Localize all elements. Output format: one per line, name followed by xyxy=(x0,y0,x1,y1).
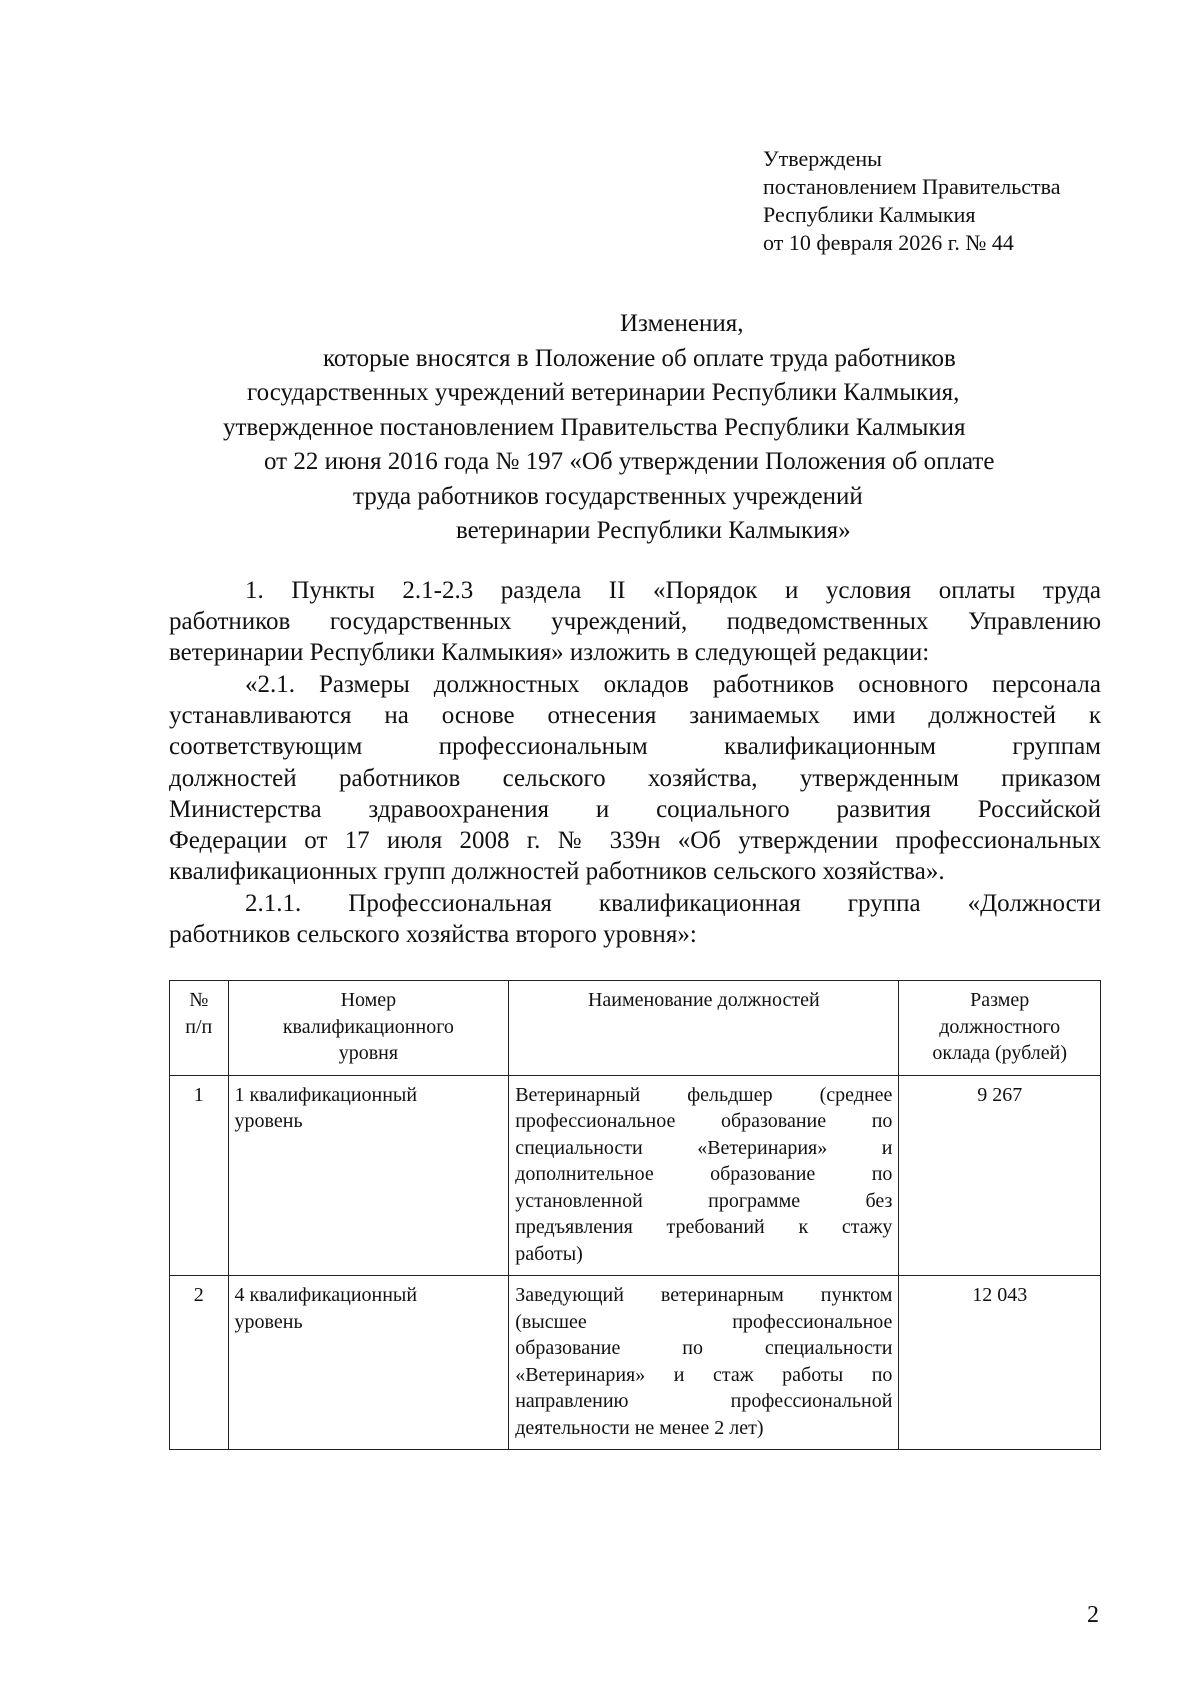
text-line: 2.1.1. Профессиональная квалификационная группа «Должности xyxy=(245,890,1101,917)
title-line: ветеринарии Республики Калмыкия» xyxy=(456,517,851,544)
paragraph-2 xyxy=(169,669,1101,887)
cell-salary: 9 267 xyxy=(899,1075,1101,1276)
header-position: Наименование должностей xyxy=(509,981,899,1076)
salary-table xyxy=(169,980,1101,1450)
table-row xyxy=(170,1276,1101,1450)
approval-line: постановлением Правительства xyxy=(763,174,1061,199)
cell-position: Ветеринарный фельдшер (среднее профессиональное образование по специальности «Ветеринария» и дополнительное образование по установленной программе без предъявления требований к стажу работы) xyxy=(509,1075,899,1276)
text-line: должностей работников сельского хозяйства, утвержденным приказом xyxy=(169,764,1101,792)
cell-salary: 12 043 xyxy=(899,1276,1101,1450)
text-line: ветеринарии Республики Калмыкия» изложить в следующей редакции: xyxy=(169,639,930,667)
cell-level: 4 квалификационный уровень xyxy=(228,1276,509,1450)
table-row xyxy=(170,1075,1101,1276)
text-line: 1. Пункты 2.1-2.3 раздела II «Порядок и условия оплаты труда xyxy=(245,577,1101,604)
approval-stamp xyxy=(763,145,1061,257)
text-line: «2.1. Размеры должностных окладов работников основного персонала xyxy=(245,671,1101,698)
approval-line: от 10 февраля 2026 г. № 44 xyxy=(763,230,1014,255)
paragraph-1 xyxy=(169,575,1101,669)
text-line: работников сельского хозяйства второго уровня»: xyxy=(169,921,697,949)
title-line: труда работников государственных учреждений xyxy=(353,482,863,510)
page-number: 2 xyxy=(1087,1602,1099,1628)
text-line: Министерства здравоохранения и социального развития Российской xyxy=(169,795,1101,823)
approval-line: Утверждены xyxy=(763,146,882,171)
title-line: утвержденное постановлением Правительства Республики Калмыкия xyxy=(223,413,966,441)
title-line: от 22 июня 2016 года № 197 «Об утверждении Положения об оплате xyxy=(264,448,995,475)
text-line: работников государственных учреждений, подведомственных Управлению xyxy=(169,608,1101,636)
cell-num: 2 xyxy=(170,1276,229,1450)
title-line: государственных учреждений ветеринарии Республики Калмыкия, xyxy=(247,379,960,406)
header-num: № п/п xyxy=(170,981,229,1076)
header-salary: Размер должностного оклада (рублей) xyxy=(899,981,1101,1076)
text-line: квалификационных групп должностей работников сельского хозяйства». xyxy=(169,858,945,886)
title-line: которые вносятся в Положение об оплате труда работников xyxy=(323,344,956,372)
text-line: Федерации от 17 июля 2008 г. № 339н «Об утверждении профессиональных xyxy=(169,826,1101,854)
header-level: Номер квалификационного уровня xyxy=(228,981,509,1076)
text-line: соответствующим профессиональным квалификационным группам xyxy=(169,733,1101,761)
title-line: Изменения, xyxy=(620,310,744,337)
cell-num: 1 xyxy=(170,1075,229,1276)
cell-position: Заведующий ветеринарным пунктом (высшее профессиональное образование по специальности «Ветеринария» и стаж работы по направлению профессиональной деятельности не менее 2 лет) xyxy=(509,1276,899,1450)
paragraph-3 xyxy=(169,888,1101,950)
cell-level: 1 квалификационный уровень xyxy=(228,1075,509,1276)
approval-line: Республики Калмыкия xyxy=(763,202,976,227)
text-line: устанавливаются на основе отнесения занимаемых ими должностей к xyxy=(169,702,1101,730)
table-header-row xyxy=(170,981,1101,1076)
